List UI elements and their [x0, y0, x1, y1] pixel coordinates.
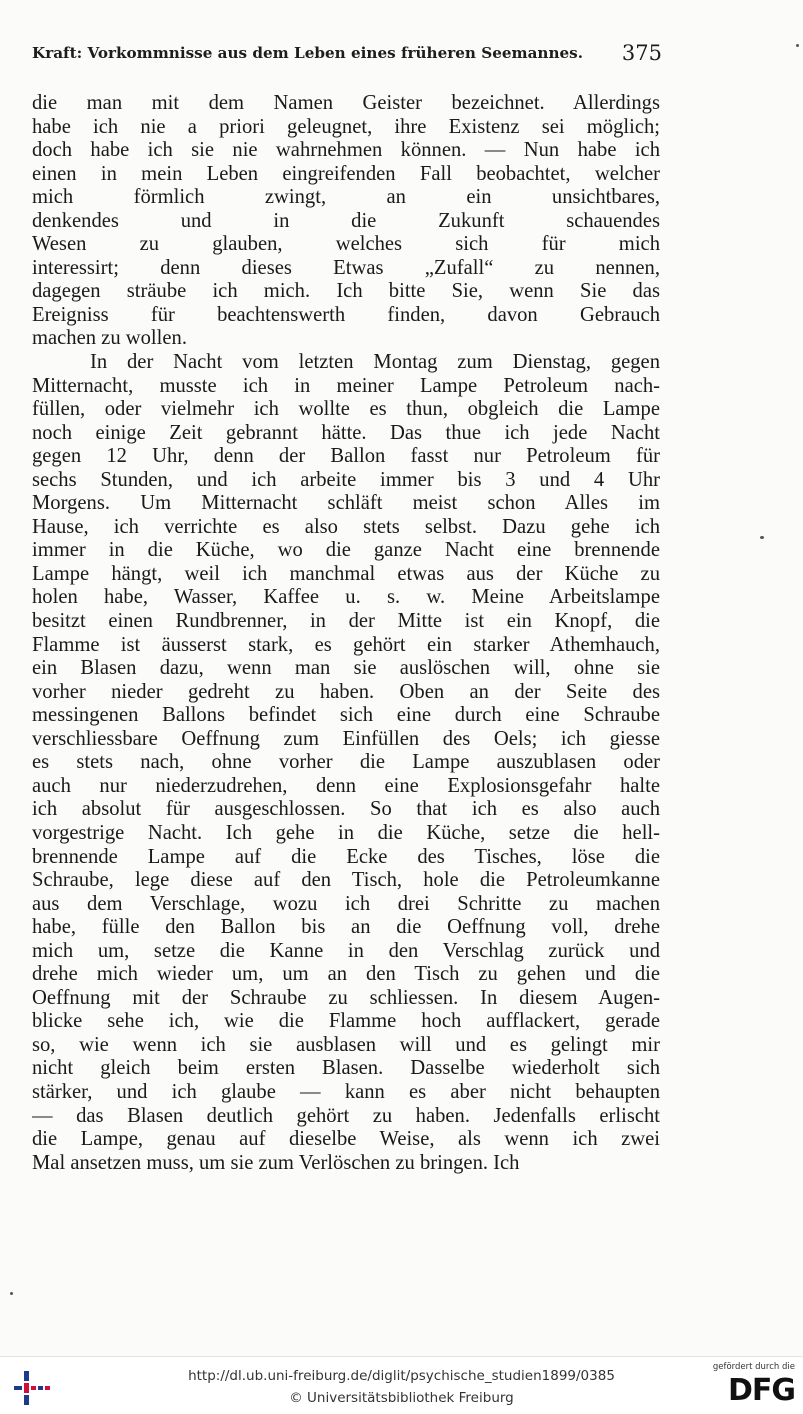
copyright-notice: © Universitätsbibliothek Freiburg — [289, 1390, 514, 1406]
text-line: dagegen sträube ich mich. Ich bitte Sie, wenn Sie das — [32, 280, 660, 303]
text-line: Mal ansetzen muss, um sie zum Verlöschen zu bringen. Ich — [32, 1151, 520, 1174]
text-line: Flamme ist äusserst stark, es gehört ein starker Athemhauch, — [32, 633, 660, 656]
text-line: Schraube, lege diese auf den Tisch, hole die Petroleumkanne — [32, 869, 660, 892]
dfg-logo: DFG — [727, 1373, 795, 1408]
text-line: verschliessbare Oeffnung zum Einfüllen des Oels; ich giesse — [32, 727, 660, 750]
text-line: füllen, oder vielmehr ich wollte es thun, obgleich die Lampe — [32, 398, 660, 421]
text-line: brennende Lampe auf die Ecke des Tisches, löse die — [32, 845, 660, 868]
text-line: Ereigniss für beachtenswerth finden, davon Gebrauch — [32, 303, 660, 326]
funding-caption: gefördert durch die — [712, 1362, 795, 1372]
text-line: immer in die Küche, wo die ganze Nacht eine brennende — [32, 539, 660, 562]
text-line: noch einige Zeit gebrannt hätte. Das thue ich jede Nacht — [32, 421, 660, 444]
text-line: holen habe, Wasser, Kaffee u. s. w. Meine Arbeitslampe — [32, 586, 660, 609]
text-line: es stets nach, ohne vorher die Lampe auszublasen oder — [32, 751, 660, 774]
text-line: Mitternacht, musste ich in meiner Lampe Petroleum nach- — [32, 374, 660, 397]
text-line: einen in mein Leben eingreifenden Fall beobachtet, welcher — [32, 162, 660, 185]
viewer-footer — [0, 1356, 803, 1414]
text-line: nicht gleich beim ersten Blasen. Dasselbe wiederholt sich — [32, 1057, 660, 1080]
text-line: auch nur niederzudrehen, denn eine Explosionsgefahr halte — [32, 774, 660, 797]
text-line: stärker, und ich glaube — kann es aber nicht behaupten — [32, 1080, 660, 1103]
text-line: machen zu wollen. — [32, 327, 187, 350]
text-line: In der Nacht vom letzten Montag zum Dienstag, gegen — [90, 351, 660, 374]
text-line: ich absolut für ausgeschlossen. So that ich es also auch — [32, 798, 660, 821]
text-line: Hause, ich verrichte es also stets selbst. Dazu gehe ich — [32, 515, 660, 538]
text-line: mich um, setze die Kanne in den Verschlag zurück und — [32, 939, 660, 962]
text-line: aus dem Verschlage, wozu ich drei Schritte zu machen — [32, 892, 660, 915]
text-line: drehe mich wieder um, um an den Tisch zu gehen und die — [32, 963, 660, 986]
running-title: Kraft: Vorkommnisse aus dem Leben eines früheren Seemannes. — [32, 44, 584, 62]
text-line: Oeffnung mit der Schraube zu schliessen. In diesem Augen- — [32, 986, 660, 1009]
text-line: Lampe hängt, weil ich manchmal etwas aus der Küche zu — [32, 562, 660, 585]
text-line: vorher nieder gedreht zu haben. Oben an der Seite des — [32, 680, 660, 703]
text-line: denkendes und in die Zukunft schauendes — [32, 209, 660, 232]
text-line: die Lampe, genau auf dieselbe Weise, als wenn ich zwei — [32, 1128, 660, 1151]
text-line: gegen 12 Uhr, denn der Ballon fasst nur Petroleum für — [32, 445, 660, 468]
text-line: — das Blasen deutlich gehört zu haben. Jedenfalls erlischt — [32, 1104, 660, 1127]
text-line: blicke sehe ich, wie die Flamme hoch aufflackert, gerade — [32, 1010, 660, 1033]
text-line: sechs Stunden, und ich arbeite immer bis 3 und 4 Uhr — [32, 468, 660, 491]
text-line: Morgens. Um Mitternacht schläft meist schon Alles im — [32, 492, 660, 515]
text-line: vorgestrige Nacht. Ich gehe in die Küche, setze die hell- — [32, 821, 660, 844]
text-line: interessirt; denn dieses Etwas „Zufall“ zu nennen, — [32, 256, 660, 279]
text-line: besitzt einen Rundbrenner, in der Mitte ist ein Knopf, die — [32, 610, 660, 633]
text-line: ein Blasen dazu, wenn man sie auslöschen will, ohne sie — [32, 657, 660, 680]
document-url[interactable]: http://dl.ub.uni-freiburg.de/diglit/psychische_studien1899/0385 — [188, 1368, 615, 1384]
body-text — [32, 92, 660, 1175]
text-line: die man mit dem Namen Geister bezeichnet. Allerdings — [32, 92, 660, 114]
text-line: messingenen Ballons befindet sich eine durch eine Schraube — [32, 704, 660, 727]
text-line: so, wie wenn ich sie ausblasen will und es gelingt mir — [32, 1033, 660, 1056]
running-head — [32, 41, 664, 72]
page-number: 375 — [621, 41, 662, 65]
text-line: doch habe ich sie nie wahrnehmen können. — Nun habe ich — [32, 139, 660, 162]
text-line: habe, fülle den Ballon bis an die Oeffnung voll, drehe — [32, 916, 660, 939]
text-line: Wesen zu glauben, welches sich für mich — [32, 233, 660, 256]
text-line: habe ich nie a priori geleugnet, ihre Existenz sei möglich; — [32, 115, 660, 138]
text-line: mich förmlich zwingt, an ein unsichtbares, — [32, 186, 660, 209]
